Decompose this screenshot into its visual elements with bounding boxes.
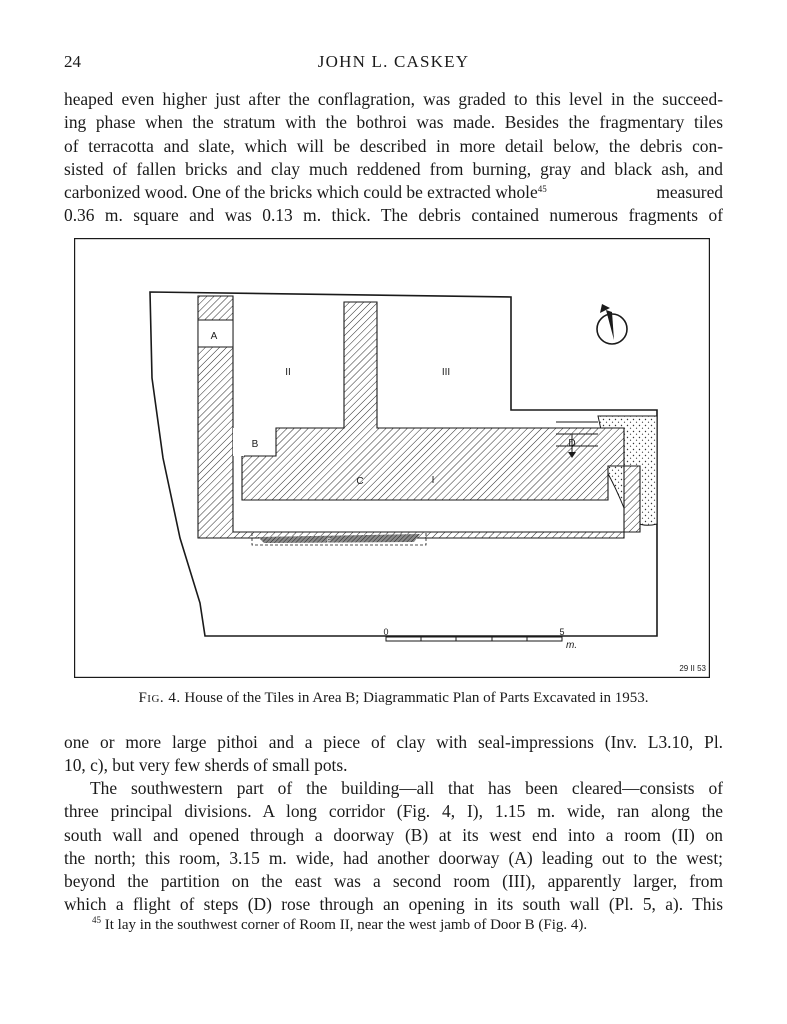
text-line-with-ref (64, 181, 723, 204)
label-C: C (356, 476, 364, 487)
text-line: three principal divisions. A long corridor (Fig. 4, I), 1.15 m. wide, ran along the (64, 801, 723, 822)
text-line: 0.36 m. square and was 0.13 m. thick. The debris contained numerous fragments of (64, 205, 723, 226)
page-header (64, 52, 723, 76)
text-segment: carbonized wood. One of the bricks which could be extracted whole (64, 182, 538, 203)
footnote-reference[interactable]: 45 (537, 184, 547, 195)
figure-plan (74, 238, 710, 678)
text-line: heaped even higher just after the conflagration, was graded to this level in the succeed- (64, 89, 723, 109)
text-line: the north; this room, 3.15 m. wide, had another doorway (A) leading out to the west; (64, 847, 723, 868)
label-I: I (431, 475, 435, 486)
top-paragraph (64, 88, 723, 228)
footnote-text: It lay in the southwest corner of Room II, near the west jamb of Door B (Fig. 4). (101, 917, 588, 933)
text-line: of terracotta and slate, which will be described in more detail below, the debris con- (64, 135, 723, 156)
footnote-number: 45 (92, 915, 101, 925)
scale-bar (386, 637, 562, 641)
text-line: which a flight of steps (D) rose through an opening in its south wall (Pl. 5, a). This (64, 894, 723, 915)
text-line: south wall and opened through a doorway (B) at its west end into a room (II) on (64, 824, 723, 845)
bottom-paragraph-2 (64, 777, 723, 917)
text-line: sisted of fallen bricks and clay much reddened from burning, gray and black ash, and (64, 158, 723, 179)
text-line: one or more large pithoi and a piece of clay with seal-impressions (Inv. L3.10, Pl. (64, 732, 723, 752)
text-segment: measured (656, 182, 723, 203)
figure-label: Fig. 4. (138, 690, 181, 706)
doorway-C-jamb (346, 452, 374, 472)
text-line: ing phase when the stratum with the bothroi was made. Besides the fragmentary tiles (64, 112, 723, 133)
label-D: D (568, 438, 576, 449)
text-line: beyond the partition on the east was a second room (III), apparently larger, from (64, 871, 723, 892)
label-E: E (326, 539, 332, 545)
label-A: A (210, 331, 218, 342)
bottom-paragraph-1 (64, 731, 723, 778)
label-B: B (251, 439, 259, 450)
doorway-B-gap (233, 428, 244, 456)
label-III: III (441, 367, 451, 378)
text-line: The southwestern part of the building—all that has been cleared—consists of (90, 778, 723, 798)
scale-zero: 0 (383, 627, 389, 637)
date-stamp: 29 II 53 (679, 664, 706, 673)
text-line: 10, c), but very few sherds of small pots. (64, 755, 348, 776)
footnote (92, 917, 712, 934)
figure-caption (64, 690, 723, 707)
running-title: JOHN L. CASKEY (317, 52, 470, 71)
label-II: II (285, 367, 291, 378)
caption-text: House of the Tiles in Area B; Diagrammatic Plan of Parts Excavated in 1953. (184, 690, 649, 706)
page-number: 24 (64, 52, 81, 71)
scale-unit: m. (566, 640, 578, 651)
scale-five: 5 (559, 627, 565, 637)
